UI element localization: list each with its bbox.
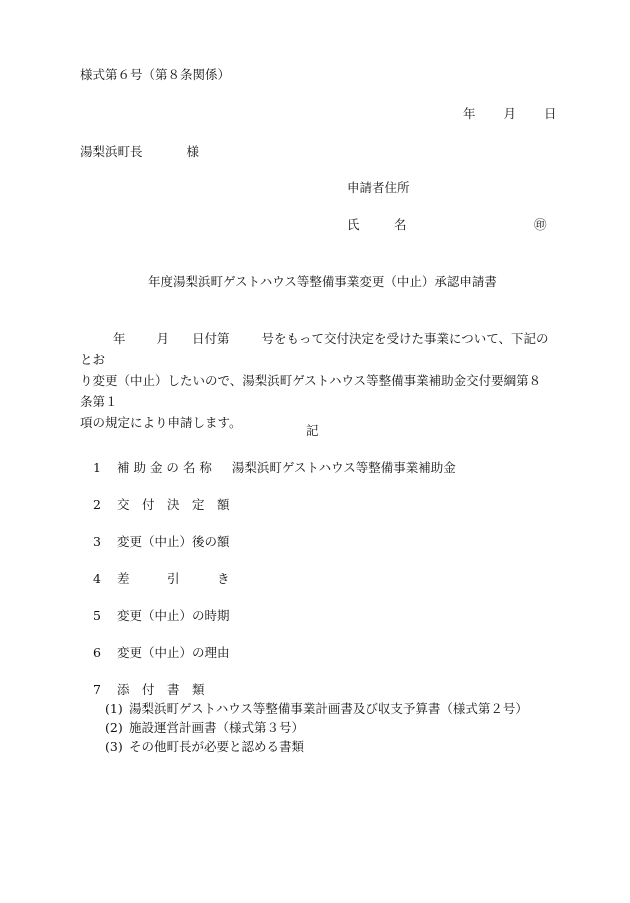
body-rest: 号をもって交付決定を受けた事業について、下記のとお [80,331,549,367]
applicant-name-label-2: 名 [394,217,407,232]
attachment-text: 施設運営計画書（様式第３号） [129,720,305,735]
applicant-address-label: 申請者住所 [347,180,410,195]
body-year: 年 [113,331,126,346]
document-title: 年度湯梨浜町ゲストハウス等整備事業変更（中止）承認申請書 [148,274,497,289]
item-number: 7 [93,682,101,697]
form-number: 様式第６号（第８条関係） [80,67,231,82]
date-day: 日 [544,106,557,121]
attachment-item [105,741,304,754]
item-number: 2 [93,497,101,512]
addressee [80,146,199,159]
item-number: 5 [93,608,101,623]
item-label: 添 付 書 類 [117,682,205,697]
attachment-number: (1) [105,701,123,716]
addressee-name: 湯梨浜町長 [80,144,143,159]
item-row [93,647,230,660]
item-label: 補 助 金 の 名 称 [117,460,212,475]
item-value: 湯梨浜町ゲストハウス等整備事業補助金 [231,460,456,475]
seal-mark: ㊞ [534,217,547,232]
item-number: 6 [93,645,101,660]
date-year: 年 [463,106,476,121]
attachment-text: その他町長が必要と認める書類 [129,739,305,754]
item-label: 差 引 き [117,571,230,586]
date-month: 月 [503,106,517,121]
body-date: 日付第 [192,331,230,346]
item-label: 変更（中止）後の額 [117,534,230,549]
item-row [93,499,230,512]
item-row [93,573,230,586]
body-line-2: り変更（中止）したいので、湯梨浜町ゲストハウス等整備事業補助金交付要綱第８条第１ [80,373,542,409]
body-month: 月 [156,331,170,346]
item-row [93,610,230,623]
attachment-number: (2) [105,720,123,735]
item-row [93,462,456,475]
attachment-item [105,703,528,716]
item-number: 1 [93,460,101,475]
addressee-honorific: 様 [186,144,200,159]
item-label: 変更（中止）の理由 [117,645,230,660]
item-label: 変更（中止）の時期 [117,608,230,623]
attachment-item [105,722,304,735]
item-label: 交 付 決 定 額 [117,497,230,512]
attachment-text: 湯梨浜町ゲストハウス等整備事業計画書及び収支予算書（様式第２号） [129,701,528,716]
attachment-number: (3) [105,739,123,754]
item-row [93,684,205,697]
body-line-1 [80,328,550,370]
item-number: 3 [93,534,101,549]
item-number: 4 [93,571,101,586]
item-row [93,536,230,549]
body-line-3: 項の規定により申請します。 [80,415,242,430]
ki-heading: 記 [306,423,319,438]
body-paragraph [80,328,550,433]
date-line [463,108,557,121]
applicant-name-label-1: 氏 [347,217,360,232]
